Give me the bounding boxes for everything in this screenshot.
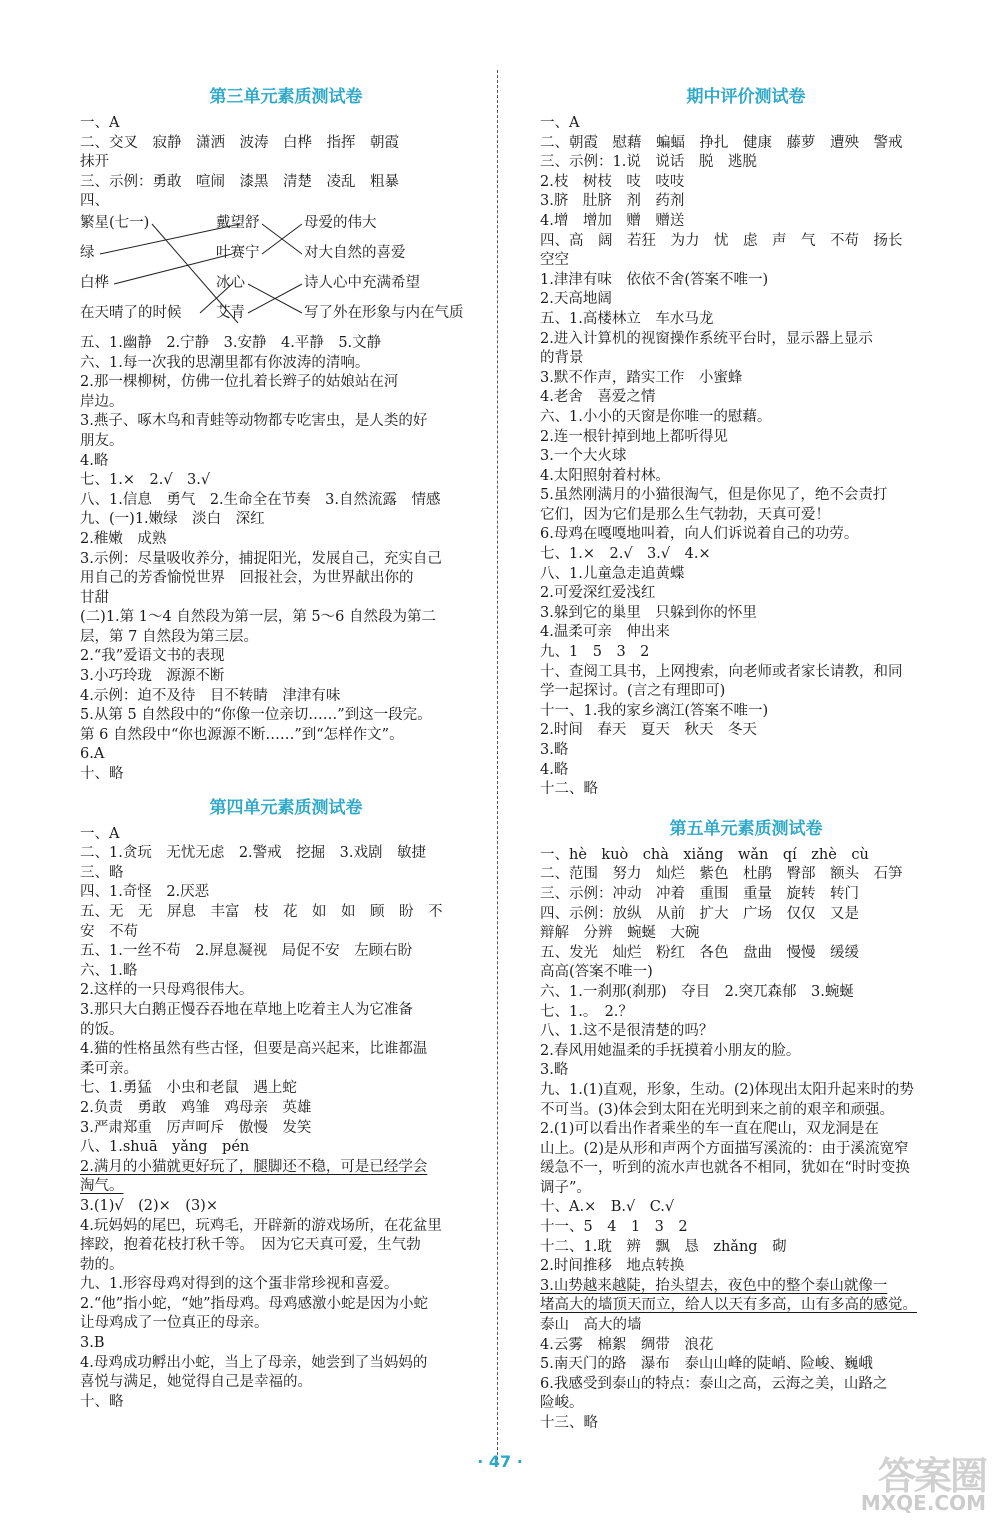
answer-line: 九、(一)1.嫩绿 淡白 深红: [80, 511, 265, 528]
answer-line: 七、1.勇猛 小虫和老鼠 遇上蛇: [80, 1080, 297, 1097]
diagram-left-1: 繁星(七一): [80, 214, 150, 231]
answer-line: 十一、5 4 1 3 2: [540, 1219, 688, 1236]
answer-line: 五、1.一丝不苟 2.屏息凝视 局促不安 左顾右盼: [80, 943, 413, 960]
answer-line: 第 6 自然段中“你也源源不断……”到“怎样作文”。: [80, 726, 404, 743]
answer-line: 十、略: [80, 1393, 124, 1410]
answer-line: 空空: [540, 252, 569, 269]
answer-line: 4.老舍 喜爱之情: [540, 389, 656, 406]
answer-line: 八、1.儿童急走追黄蝶: [540, 565, 685, 582]
section-title: 第四单元素质测试卷: [209, 797, 363, 818]
right-column: [540, 80, 952, 1434]
answer-line: 一、hè kuò chà xiǎng wǎn qí zhè cù: [540, 846, 869, 863]
answer-line: 6.我感受到泰山的特点：泰山之高，云海之美，山路之: [540, 1375, 888, 1392]
answer-line: 层，第 7 自然段为第三层。: [80, 628, 258, 645]
diagram-left-4: 在天晴了的时候: [80, 304, 182, 321]
answer-line: 3.山势越来越陡，抬头望去，夜色中的整个泰山就像一: [540, 1277, 888, 1294]
answer-line: 摔跤，抱着花枝打秋千等。 因为它天真可爱，生气勃: [80, 1237, 421, 1254]
answer-line: 十、A.× B.√ C.√: [540, 1199, 675, 1216]
answer-line: 岸边。: [80, 393, 124, 410]
answer-line: 喜悦与满足，她觉得自己是幸福的。: [80, 1374, 312, 1391]
answer-line: (二)1.第 1～4 自然段为第一层，第 5～6 自然段为第二: [80, 609, 436, 626]
column-divider: [497, 70, 498, 1465]
answer-line: 五、无 无 屏息 丰富 枝 花 如 如 顾 盼 不: [80, 904, 443, 920]
answer-line: 六、1.每一次我的思潮里都有你波涛的清响。: [80, 354, 370, 371]
answer-line: 四、示例：放纵 从前 扩大 广场 仅仅 又是: [540, 905, 859, 922]
answer-line: 淘气。: [80, 1178, 124, 1195]
answer-line: 3.(1)√ (2)× (3)×: [80, 1197, 218, 1214]
answer-line: 九、1.形容母鸡对得到的这个蛋非常珍视和喜爱。: [80, 1276, 399, 1293]
answer-line: 6.母鸡在嘎嘎地叫着，向人们诉说着自己的功劳。: [540, 526, 859, 543]
answer-line: 二、交叉 寂静 潇洒 波涛 白桦 指挥 朝霞: [80, 134, 399, 151]
answer-line: 4.略: [540, 761, 569, 778]
answer-line: 堵高大的墙顶天而立，给人以天有多高，山有多高的感觉。: [540, 1297, 917, 1314]
answer-line: 2.“他”指小蛇，“她”指母鸡。母鸡感激小蛇是因为小蛇: [80, 1295, 428, 1312]
answer-line: 五、发光 灿烂 粉红 各色 盘曲 慢慢 缓缓: [540, 944, 859, 961]
answer-line: 3.那只大白鹅正慢吞吞地在草地上吃着主人为它准备: [80, 1001, 413, 1018]
answer-line: 3.略: [540, 1062, 569, 1079]
page-number: · 47 ·: [477, 1452, 523, 1471]
answer-line: 学一起探讨。(言之有理即可): [540, 683, 726, 700]
section-title: 期中评价测试卷: [686, 87, 806, 107]
answer-line: 四、1.奇怪 2.厌恶: [80, 884, 210, 901]
answer-line: 2.时间推移 地点转换: [540, 1258, 685, 1275]
answer-line: 2.时间 春天 夏天 秋天 冬天: [540, 722, 757, 739]
answer-line: 五、1.高楼林立 车水马龙: [540, 310, 714, 327]
answer-line: 3.默不作声，踏实工作 小蜜蜂: [540, 369, 743, 386]
answer-line: 2.负责 勇敢 鸡雏 鸡母亲 英雄: [80, 1099, 312, 1116]
diagram-left-2: 绿: [80, 244, 95, 261]
answer-line: 不可当。(3)体会到太阳在光明到来之前的艰辛和顽强。: [540, 1101, 895, 1118]
answer-line: 3.略: [540, 742, 569, 758]
answer-line: 朋友。: [80, 432, 124, 449]
diagram-right-3: 诗人心中充满希望: [304, 274, 420, 291]
diagram-mid-1: 戴望舒: [216, 214, 260, 231]
answer-line: 5.虽然刚满月的小猫很淘气，但是你见了，绝不会责打: [540, 487, 888, 504]
answer-line: 2.那一棵柳树，仿佛一位扎着长辫子的姑娘站在河: [80, 374, 399, 391]
diagram-right-2: 对大自然的喜爱: [304, 244, 406, 261]
answer-line: 安 不苟: [80, 923, 138, 940]
section-title: 第三单元素质测试卷: [209, 87, 363, 107]
answer-line: 五、1.幽静 2.宁静 3.安静 4.平静 5.文静: [80, 334, 382, 351]
diagram-mid-4: 艾青: [216, 304, 245, 321]
section-title: 第五单元素质测试卷: [669, 818, 823, 839]
unit4-answers: [80, 825, 492, 1413]
answer-line: 4.略: [80, 452, 109, 469]
answer-line: 一、A: [80, 115, 120, 131]
answer-line: 十二、1.耽 辨 飘 恳 zhǎng 砌: [540, 1238, 787, 1255]
answer-line: 3.躲到它的巢里 只躲到你的怀里: [540, 604, 757, 621]
answer-line: 4.玩妈妈的尾巴，玩鸡毛，开辟新的游戏场所，在花盆里: [80, 1217, 442, 1234]
answer-line: 2.进入计算机的视窗操作系统平台时，显示器上显示: [540, 330, 873, 347]
answer-line: 2.春风用她温柔的手抚摸着小朋友的脸。: [540, 1042, 801, 1059]
answer-line: 2.连一根针掉到地上都听得见: [540, 428, 728, 445]
answer-line: 二、范围 努力 灿烂 紫色 杜鹃 臀部 额头 石笋: [540, 866, 903, 883]
answer-line: 4.猫的性格虽然有些古怪，但要是高兴起来，比谁都温: [80, 1041, 428, 1058]
answer-line: 十三、略: [540, 1415, 598, 1431]
answer-line: 三、示例：冲动 冲着 重围 重量 旋转 转门: [540, 885, 859, 902]
answer-line: 的背景: [540, 350, 584, 367]
answer-line: 八、1.shuā yǎng pén: [80, 1139, 250, 1156]
answer-line: 四、高 阔 若狂 为力 忧 虑 声 气 不苟 扬长: [540, 232, 903, 249]
answer-line: 七、1.× 2.√ 3.√ 4.×: [540, 546, 711, 563]
answer-line: 三、示例：1.说 说话 脱 逃脱: [540, 154, 757, 171]
answer-line: 4.云雾 棉絮 绸带 浪花: [540, 1336, 714, 1353]
answer-line: 七、1.。 2.？: [540, 1003, 633, 1020]
answer-line: 2.枝 树枝 吱 吱吱: [540, 173, 685, 190]
answer-line: 4.示例：迫不及待 目不转睛 津津有味: [80, 687, 341, 704]
watermark-logo: [836, 1445, 986, 1515]
answer-line: 九、1 5 3 2: [540, 644, 650, 661]
diagram-right-4: 写了外在形象与内在气质: [304, 304, 464, 321]
answer-line: 5.南天门的路 瀑布 泰山山峰的陡峭、险峻、巍峨: [540, 1356, 873, 1373]
answer-line: 七、1.× 2.√ 3.√: [80, 472, 211, 489]
answer-line: 5.从第 5 自然段中的“你像一位亲切……”到这一段完。: [80, 707, 432, 724]
answer-line: 2.满月的小猫就更好玩了，腿脚还不稳，可是已经学会: [80, 1158, 428, 1175]
answer-line: 6.A: [80, 746, 105, 763]
answer-line: 2.这样的一只母鸡很伟大。: [80, 982, 254, 999]
answer-line: 十、略: [80, 766, 124, 783]
matching-diagram: [80, 212, 492, 334]
answer-line: 八、1.这不是很清楚的吗？: [540, 1023, 714, 1040]
answer-line: 2.“我”爱语文书的表现: [80, 648, 225, 665]
answer-line: 九、1.(1)直观，形象，生动。(2)体现出太阳升起来时的势: [540, 1081, 914, 1098]
answer-line: 它们，因为它们是那么生气勃勃，天真可爱！: [540, 506, 830, 523]
diagram-right-1: 母爱的伟大: [304, 214, 377, 231]
answer-line: 抹开: [80, 154, 109, 171]
answer-line: 2.稚嫩 成熟: [80, 530, 167, 547]
answer-line: 4.太阳照射着村林。: [540, 467, 670, 484]
answer-line: 3.一个大火球: [540, 448, 627, 465]
watermark-url: MXQE.COM: [860, 1491, 986, 1515]
answer-line: 辩解 分辨 蜿蜒 大碗: [540, 925, 700, 942]
answer-line: 险峻。: [540, 1395, 584, 1412]
answer-line: 山上。(2)是从形和声两个方面描写溪流的：由于溪流宽窄: [540, 1140, 909, 1157]
answer-line: 六、1.小小的天窗是你唯一的慰藉。: [540, 408, 772, 425]
answer-line: 4.母鸡成功孵出小蛇，当上了母亲，她尝到了当妈妈的: [80, 1354, 428, 1371]
watermark-text: 答案圈: [877, 1454, 986, 1498]
unit3-answers-part1: [80, 114, 492, 212]
answer-line: 3.严肃郑重 厉声呵斥 傲慢 发笑: [80, 1119, 312, 1136]
answer-line: 二、朝霞 慰藉 蝙蝠 挣扎 健康 藤萝 遭殃 警戒: [540, 134, 903, 151]
unit5-answers: [540, 846, 952, 1434]
diagram-mid-3: 冰心: [216, 274, 245, 291]
answer-line: 的饭。: [80, 1021, 124, 1038]
answer-line: 让母鸡成了一位真正的母亲。: [80, 1315, 269, 1332]
unit3-answers-part2: [80, 334, 492, 785]
diagram-left-3: 白桦: [80, 274, 109, 291]
answer-line: 十二、略: [540, 781, 598, 798]
answer-line: 十一、1.我的家乡漓江(答案不唯一): [540, 702, 769, 719]
answer-line: 调子”。: [540, 1179, 591, 1196]
answer-line: 1.津津有味 依依不舍(答案不唯一): [540, 271, 769, 288]
answer-line: 缓急不一，听到的流水声也就各不相同，犹如在“时时变换: [540, 1160, 910, 1177]
answer-line: 六、1.一刹那(刹那) 夺目 2.突兀森郁 3.蜿蜒: [540, 983, 854, 1000]
answer-line: 4.增 增加 赠 赠送: [540, 212, 685, 229]
answer-line: 十、查阅工具书，上网搜索，向老师或者家长请教，和同: [540, 663, 903, 680]
answer-line: 六、1.略: [80, 962, 138, 979]
answer-line: 用自己的芳香愉悦世界 回报社会，为世界献出你的: [80, 570, 414, 587]
answer-line: 四、: [80, 193, 109, 210]
answer-line: 三、略: [80, 864, 124, 881]
answer-line: 3.小巧玲珑 源源不断: [80, 668, 225, 685]
answer-line: 二、1.贪玩 无忧无虑 2.警戒 挖掘 3.戏剧 敏捷: [80, 845, 427, 862]
diagram-mid-2: 叶赛宁: [216, 244, 260, 261]
answer-line: 泰山 高大的墙: [540, 1317, 642, 1334]
answer-line: 三、示例：勇敢 喧闹 漆黑 清楚 凌乱 粗暴: [80, 173, 399, 190]
answer-line: 2.(1)可以看出作者乘坐的车一直在爬山，双龙洞是在: [540, 1121, 879, 1138]
answer-line: 4.温柔可亲 伸出来: [540, 624, 670, 641]
answer-line: 3.示例：尽量吸收养分，捕捉阳光，发展自己，充实自己: [80, 550, 442, 567]
answer-line: 高高(答案不唯一): [540, 964, 653, 981]
answer-line: 八、1.信息 勇气 2.生命全在节奏 3.自然流露 情感: [80, 491, 441, 508]
answer-line: 3.燕子、啄木鸟和青蛙等动物都专吃害虫，是人类的好: [80, 413, 428, 430]
left-column: [80, 80, 492, 1412]
answer-line: 柔可亲。: [80, 1060, 138, 1077]
answer-line: 3.脐 肚脐 剂 药剂: [540, 193, 685, 210]
answer-line: 一、A: [80, 825, 120, 842]
answer-line: 勃的。: [80, 1256, 124, 1273]
midterm-answers: [540, 114, 952, 800]
answer-line: 一、A: [540, 115, 580, 131]
answer-line: 3.B: [80, 1335, 105, 1352]
answer-line: 2.可爱深红爱浅红: [540, 585, 656, 602]
answer-line: 2.天高地阔: [540, 291, 612, 308]
answer-line: 甘甜: [80, 589, 109, 606]
